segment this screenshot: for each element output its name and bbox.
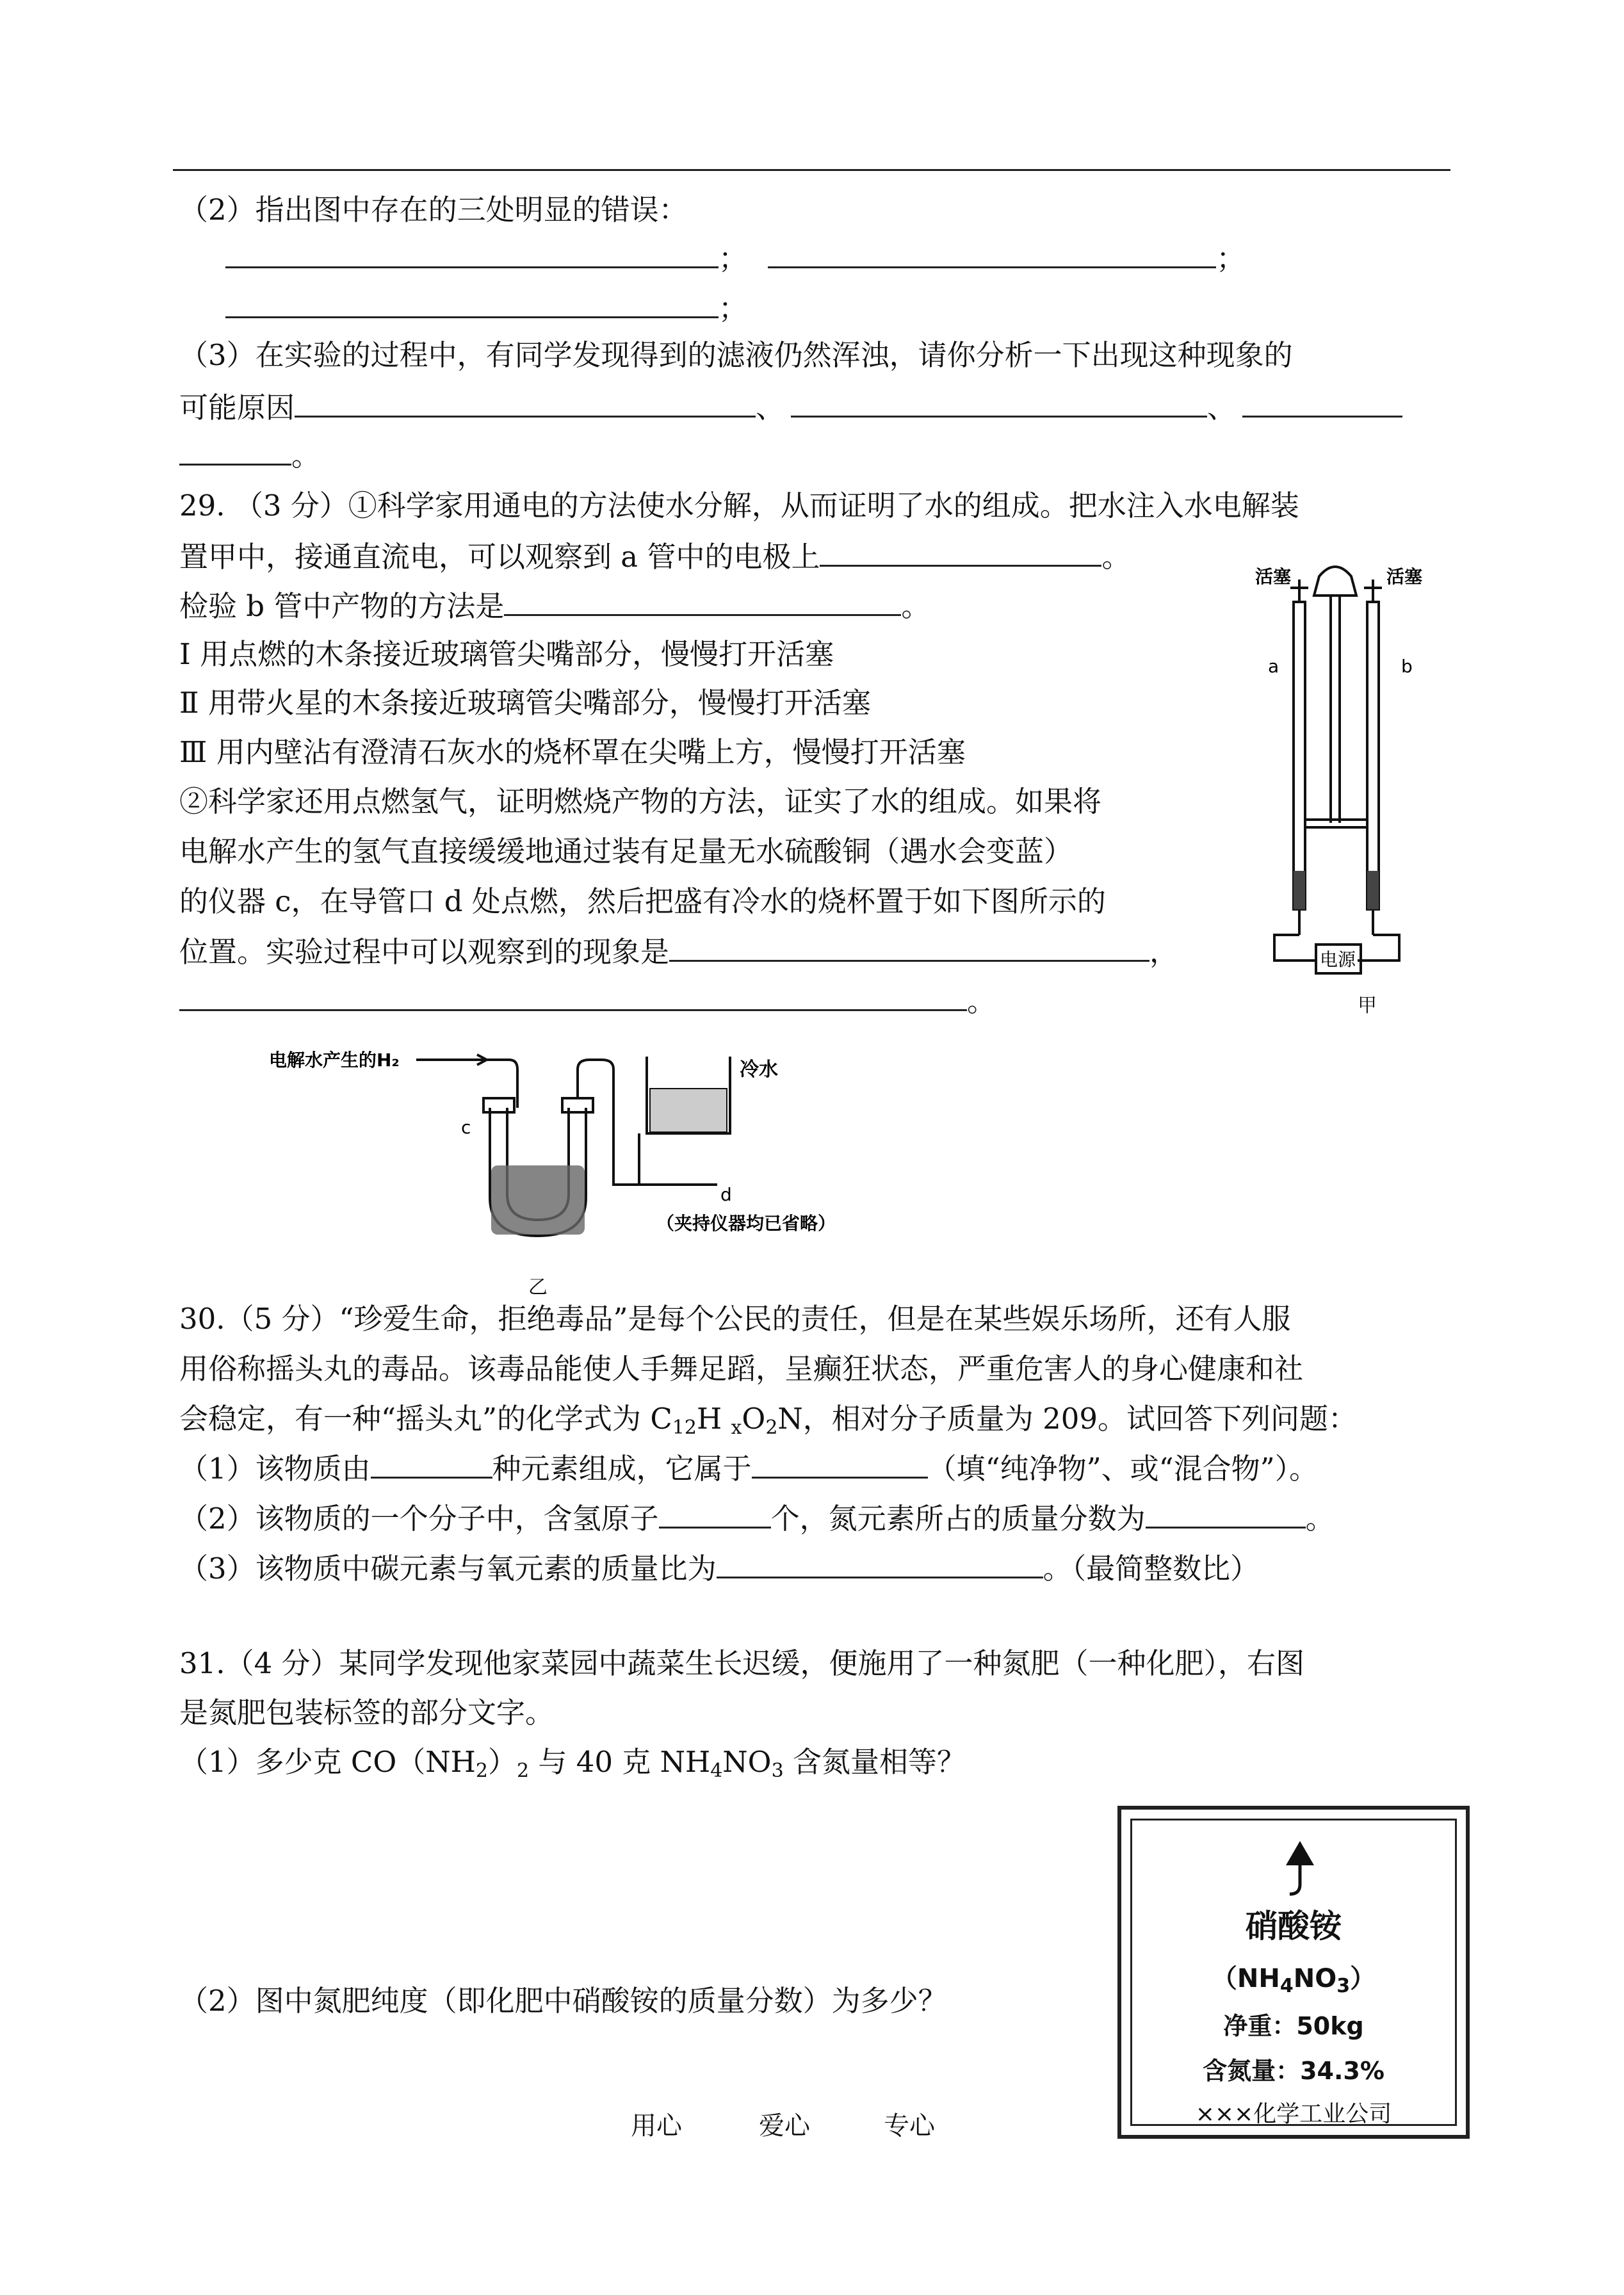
header-rule: [173, 169, 1450, 171]
label-nitrogen-content: 含氮量：34.3%: [1203, 2057, 1384, 2085]
answer-blank[interactable]: [225, 238, 719, 268]
figure-yi-caption: 乙: [528, 1276, 548, 1299]
q30-line1: 30.（5 分）“珍爱生命，拒绝毒品”是每个公民的责任，但是在某些娱乐场所，还有人服: [179, 1302, 1291, 1336]
footer-word-2: 爱心: [759, 2111, 810, 2141]
fertilizer-label: [1117, 1806, 1470, 2139]
q29-line10: 位置。实验过程中可以观察到的现象是 ，: [179, 932, 1178, 971]
answer-blank[interactable]: [504, 586, 901, 616]
q29-option-2: Ⅱ 用带火星的木条接近玻璃管尖嘴部分，慢慢打开活塞: [179, 686, 871, 720]
answer-blank[interactable]: [295, 387, 756, 418]
label-company: ×××化学工业公司: [1195, 2101, 1392, 2127]
label-net-weight: 净重：50kg: [1223, 2012, 1364, 2040]
q30-question2: （2）该物质的一个分子中，含氢原子 个，氮元素所占的质量分数为 。: [179, 1498, 1335, 1538]
q29-line1: 29. （3 分）①科学家用通电的方法使水分解，从而证明了水的组成。把水注入水电解装: [179, 489, 1299, 523]
label-formula: $(NH_4NO_3)$: [1211, 1964, 1376, 1997]
q31-line2: 是氮肥包装标签的部分文字。: [179, 1696, 555, 1730]
answer-blank[interactable]: [820, 537, 1101, 567]
q30-line2: 用俗称摇头丸的毒品。该毒品能使人手舞足蹈，呈癫狂状态，严重危害人的身心健康和社: [179, 1352, 1304, 1386]
electrolysis-apparatus-figure: [1255, 551, 1447, 986]
label-c: c: [461, 1117, 471, 1138]
h2-inlet-label: 电解水产生的H₂: [269, 1050, 400, 1071]
q29-line9: 的仪器 c，在导管口 d 处点燃，然后把盛有冷水的烧杯置于如下图所示的: [179, 884, 1106, 918]
label-b: b: [1401, 656, 1413, 677]
q29-option-1: Ⅰ 用点燃的木条接近玻璃管尖嘴部分，慢慢打开活塞: [179, 637, 834, 671]
answer-blank[interactable]: [768, 238, 1216, 268]
answer-blank[interactable]: [225, 288, 719, 318]
answer-blank[interactable]: [752, 1448, 928, 1479]
up-arrow-icon: [1281, 1840, 1319, 1904]
q28-part3-line2: 可能原因 、 、: [179, 387, 1402, 427]
cold-water-label: 冷水: [740, 1058, 778, 1081]
funnel-top: [1314, 567, 1356, 596]
q28-part2: （2）指出图中存在的三处明显的错误：: [179, 193, 688, 227]
figure-jia-caption: 甲: [1358, 994, 1377, 1017]
power-label: 电源: [1320, 949, 1356, 970]
clamp-note: （夹持仪器均已省略）: [656, 1213, 836, 1234]
q29-line2: 置甲中，接通直流电，可以观察到 a 管中的电极上 。: [179, 537, 1130, 576]
q30-question3: （3）该物质中碳元素与氧元素的质量比为 。（最简整数比）: [179, 1548, 1259, 1588]
huosai-left-label: 活塞: [1255, 566, 1292, 587]
answer-blank[interactable]: [791, 387, 1207, 418]
tube-b: [1367, 602, 1379, 909]
q28-error-line-2: ；: [225, 288, 747, 328]
q31-question1: （1）多少克 $CO(NH_2)_2$ 与 40 克 $NH_4NO_3$ 含氮量相等？: [179, 1745, 966, 1782]
label-product-name: 硝酸铵: [1246, 1908, 1342, 1945]
u-tube-figure: [269, 1037, 884, 1255]
answer-blank[interactable]: [669, 932, 1149, 962]
answer-blank[interactable]: [179, 435, 291, 466]
footer-word-1: 用心: [631, 2111, 682, 2141]
answer-blank[interactable]: [371, 1448, 492, 1479]
answer-blank[interactable]: [659, 1498, 771, 1529]
answer-blank[interactable]: [1146, 1498, 1306, 1529]
q28-part3-line3: 。: [179, 435, 320, 475]
tube-a: [1294, 602, 1305, 909]
q29-line3: 检验 b 管中产物的方法是 。: [179, 586, 930, 626]
footer-word-3: 专心: [884, 2111, 935, 2141]
label-a: a: [1268, 656, 1279, 677]
answer-blank[interactable]: [179, 981, 967, 1011]
q28-error-line-1: ； ；: [225, 238, 1245, 278]
q29-line8: 电解水产生的氢气直接缓缓地通过装有足量无水硫酸铜（遇水会变蓝）: [179, 834, 1073, 868]
q29-option-3: Ⅲ 用内壁沾有澄清石灰水的烧杯罩在尖嘴上方，慢慢打开活塞: [179, 735, 966, 769]
huosai-right-label: 活塞: [1386, 566, 1423, 587]
q31-line1: 31.（4 分）某同学发现他家菜园中蔬菜生长迟缓，便施用了一种氮肥（一种化肥），右图: [179, 1646, 1305, 1680]
answer-blank[interactable]: [717, 1548, 1043, 1578]
q29-line11: 。: [179, 981, 996, 1021]
q28-part3-line1: （3）在实验的过程中，有同学发现得到的滤液仍然浑浊，请你分析一下出现这种现象的: [179, 338, 1293, 372]
q31-question2: （2）图中氮肥纯度（即化肥中硝酸铵的质量分数）为多少？: [179, 1984, 947, 2018]
answer-blank[interactable]: [1242, 387, 1402, 418]
q30-question1: （1）该物质由 种元素组成，它属于 （填“纯净物”、或“混合物”）。: [179, 1448, 1318, 1488]
q30-line3: 会稳定，有一种“摇头丸”的化学式为 $C_{12}H$ $_xO_2N$，相对分子质量为 209。试回答下列问题：: [179, 1402, 1357, 1439]
q29-line7: ②科学家还用点燃氢气，证明燃烧产物的方法，证实了水的组成。如果将: [179, 784, 1102, 818]
label-d: d: [720, 1184, 732, 1205]
